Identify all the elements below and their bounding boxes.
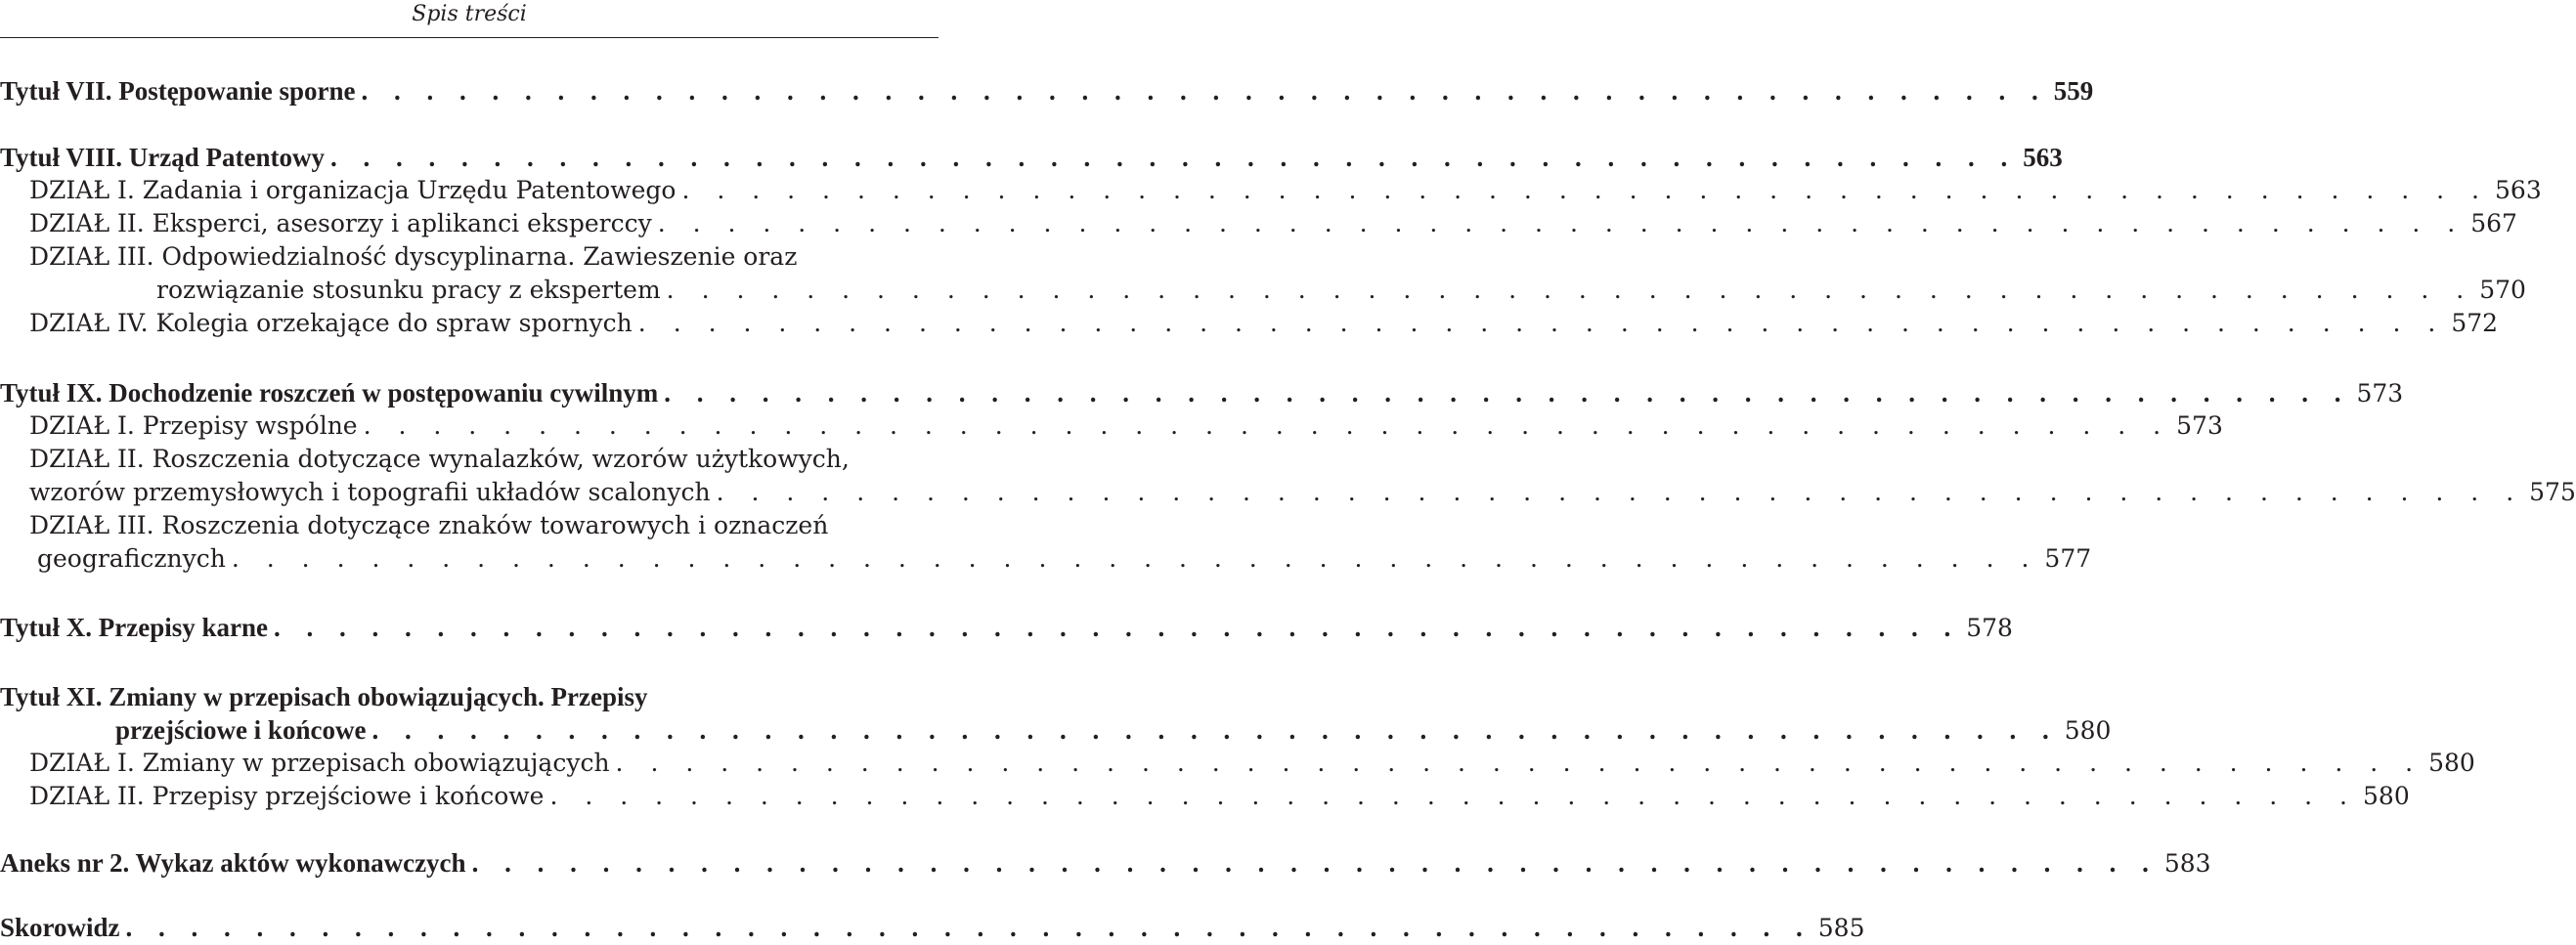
toc-entry-tytul-ix[interactable] [0,376,2404,409]
toc-page-number: 563 [2495,176,2542,204]
toc-entry-ix-dzial-i[interactable] [29,409,2223,443]
toc-leader: . . . . . . . . . . . . . . . . . . . . . . . . . . . . . . . . . . . . . . . . . . . . . . . . . . . . [637,309,2446,337]
toc-entry-viii-dzial-iii[interactable] [29,240,2526,307]
toc-leader: . . . . . . . . . . . . . . . . . . . . . . . . . . . . . . . . . . . . . . . . . . . . . . . . . . . . [471,848,2159,878]
running-header: Spis treści [412,2,527,26]
toc-entry-tytul-xi[interactable] [0,680,2112,747]
toc-entry-title: DZIAŁ I. Zmiany w przepisach obowiązujących [29,749,610,777]
toc-entry-viii-dzial-ii[interactable] [29,207,2517,240]
toc-entry-viii-dzial-iv[interactable] [29,307,2499,340]
toc-leader: . . . . . . . . . . . . . . . . . . . . . . . . . . . . . . . . . . . . . . . . . . . . . . . . . . . . [666,276,2474,304]
toc-entry-ix-dzial-ii[interactable] [29,443,2576,509]
toc-leader: . . . . . . . . . . . . . . . . . . . . . . . . . . . . . . . . . . . . . . . . . . . . . . . . . . . . [615,749,2423,777]
toc-entry-tytul-viii[interactable] [0,141,2063,174]
toc-page-number: 580 [2428,749,2475,777]
toc-entry-title-line2: rozwiązanie stosunku pracy z ekspertem [156,276,661,304]
toc-leader: . . . . . . . . . . . . . . . . . . . . . . . . . . . . . . . . . . . . . . . . . . . . . . . . . . . . [363,411,2171,440]
toc-entry-title: DZIAŁ II. Przepisy przejściowe i końcowe [29,782,545,810]
toc-entry-title-line2: wzorów przemysłowych i topografii układów scalonych [29,478,711,506]
toc-page-number: 575 [2529,478,2576,506]
toc-leader: . . . . . . . . . . . . . . . . . . . . . . . . . . . . . . . . . . . . . . . . . . . . . . . . . . . . [664,378,2351,408]
toc-entry-skorowidz[interactable] [0,911,1865,944]
toc-page-number: 583 [2163,849,2211,878]
toc-entry-tytul-x[interactable] [0,611,2013,644]
toc-entry-title: DZIAŁ IV. Kolegia orzekające do spraw spornych [29,309,633,337]
header-rule [0,37,939,38]
toc-leader: . . . . . . . . . . . . . . . . . . . . . . . . . . . . . . . . . . . . . . . . . . . . . . . . . . . . [231,544,2039,573]
toc-entry-title: Tytuł VII. Postępowanie sporne [0,76,356,106]
toc-entry-title: DZIAŁ II. Eksperci, asesorzy i aplikanci eksperccy [29,209,652,237]
toc-entry-title: Skorowidz [0,913,120,942]
toc-leader: . . . . . . . . . . . . . . . . . . . . . . . . . . . . . . . . . . . . . . . . . . . . . . . . . . . . [371,715,2059,745]
toc-entry-tytul-vii[interactable] [0,74,2094,107]
toc-entry-title: Tytuł VIII. Urząd Patentowy [0,143,326,172]
toc-entry-title: Aneks nr 2. Wykaz aktów wykonawczych [0,848,466,878]
toc-page-number: 573 [2176,411,2223,440]
toc-page-number: 585 [1817,914,1865,942]
toc-page-number: 580 [2363,782,2410,810]
toc-entry-xi-dzial-ii[interactable] [29,780,2410,813]
toc-leader: . . . . . . . . . . . . . . . . . . . . . . . . . . . . . . . . . . . . . . . . . . . . . . . . . . . . [273,613,1961,642]
toc-entry-title: DZIAŁ I. Przepisy wspólne [29,411,358,440]
toc-page-number: 567 [2470,209,2517,237]
toc-entry-title-line1: DZIAŁ III. Odpowiedzialność dyscyplinarna. Zawieszenie oraz [29,242,798,271]
toc-entry-title-line2: geograficznych [37,544,226,573]
toc-entry-xi-dzial-i[interactable] [29,747,2475,780]
toc-leader: . . . . . . . . . . . . . . . . . . . . . . . . . . . . . . . . . . . . . . . . . . . . . . . . . . . . [361,76,2048,106]
toc-page-number: 570 [2479,276,2526,304]
toc-entry-title: DZIAŁ I. Zadania i organizacja Urzędu Patentowego [29,176,677,204]
toc-entry-title-line1: Tytuł XI. Zmiany w przepisach obowiązujących. Przepisy [0,682,648,711]
toc-leader: . . . . . . . . . . . . . . . . . . . . . . . . . . . . . . . . . . . . . . . . . . . . . . . . . . . . [125,913,1812,942]
toc-leader: . . . . . . . . . . . . . . . . . . . . . . . . . . . . . . . . . . . . . . . . . . . . . . . . . . . . [681,176,2490,204]
toc-page-number: 572 [2451,309,2499,337]
toc-entry-title-line2: przejściowe i końcowe [115,715,367,745]
toc-entry-ix-dzial-iii[interactable] [29,509,2092,576]
toc-entry-title-line1: DZIAŁ III. Roszczenia dotyczące znaków towarowych i oznaczeń [29,511,829,539]
toc-entry-viii-dzial-i[interactable] [29,174,2542,207]
toc-page-number: 573 [2356,379,2404,408]
toc-leader: . . . . . . . . . . . . . . . . . . . . . . . . . . . . . . . . . . . . . . . . . . . . . . . . . . . . [657,209,2466,237]
toc-entry-title: Tytuł X. Przepisy karne [0,613,268,642]
toc-entry-aneks-2[interactable] [0,846,2211,880]
toc-page-number: 559 [2053,76,2094,106]
toc-leader: . . . . . . . . . . . . . . . . . . . . . . . . . . . . . . . . . . . . . . . . . . . . . . . . . . . . [549,782,2358,810]
toc-entry-title: Tytuł IX. Dochodzenie roszczeń w postępowaniu cywilnym [0,378,659,408]
toc-page-number: 577 [2044,544,2092,573]
toc-page-number: 578 [1966,614,2013,642]
toc-entry-title-line1: DZIAŁ II. Roszczenia dotyczące wynalazków, wzorów użytkowych, [29,445,850,473]
toc-leader: . . . . . . . . . . . . . . . . . . . . . . . . . . . . . . . . . . . . . . . . . . . . . . . . . . . . [716,478,2524,506]
toc-leader: . . . . . . . . . . . . . . . . . . . . . . . . . . . . . . . . . . . . . . . . . . . . . . . . . . . . [330,143,2018,172]
toc-page-number: 580 [2064,716,2112,745]
toc-page-number: 563 [2023,143,2063,172]
